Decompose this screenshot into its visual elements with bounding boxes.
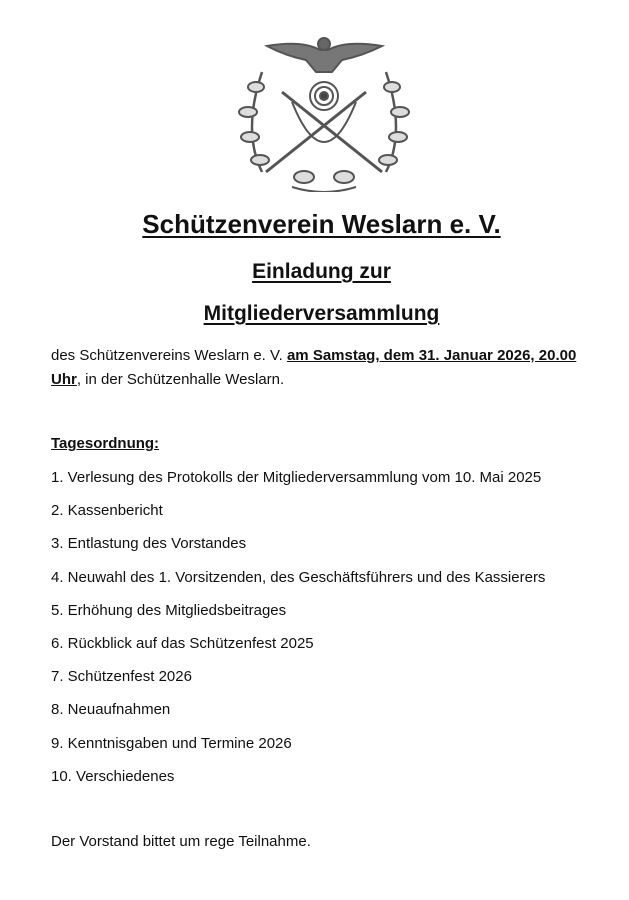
agenda-item: 3. Entlastung des Vorstandes — [51, 535, 247, 553]
agenda-item: 8. Neuaufnahmen — [51, 701, 171, 719]
intro-paragraph — [51, 344, 591, 392]
agenda-item: 10. Verschiedenes — [51, 767, 175, 785]
agenda-item: 1. Verlesung des Protokolls der Mitgliederversammlung vom 10. Mai 2025 — [51, 469, 542, 486]
agenda-item: 9. Kenntnisgaben und Termine 2026 — [51, 734, 292, 752]
agenda-item: 6. Rückblick auf das Schützenfest 2025 — [51, 634, 314, 652]
subtitle-line-2: Mitgliederversammlung — [203, 302, 440, 325]
intro-prefix: des Schützenvereins Weslarn e. V. — [51, 347, 287, 364]
agenda-item: 5. Erhöhung des Mitgliedsbeitrages — [51, 601, 287, 619]
closing-line: Der Vorstand bittet um rege Teilnahme. — [51, 833, 311, 850]
club-title: Schützenverein Weslarn e. V. — [142, 209, 501, 239]
agenda-item: 4. Neuwahl des 1. Vorsitzenden, des Geschäftsführers und des Kassierers — [51, 568, 546, 586]
shooting-club-emblem-icon — [232, 32, 416, 192]
agenda-list — [51, 466, 545, 798]
agenda-item: 2. Kassenbericht — [51, 502, 163, 520]
intro-suffix: , in der Schützenhalle Weslarn. — [76, 371, 285, 388]
agenda-heading: Tagesordnung: — [51, 435, 160, 452]
meeting-date-time: am Samstag, dem 31. Januar 2026, 20.00 Uhr — [51, 347, 577, 388]
subtitle-line-1: Einladung zur — [252, 260, 391, 283]
agenda-item: 7. Schützenfest 2026 — [51, 668, 192, 686]
